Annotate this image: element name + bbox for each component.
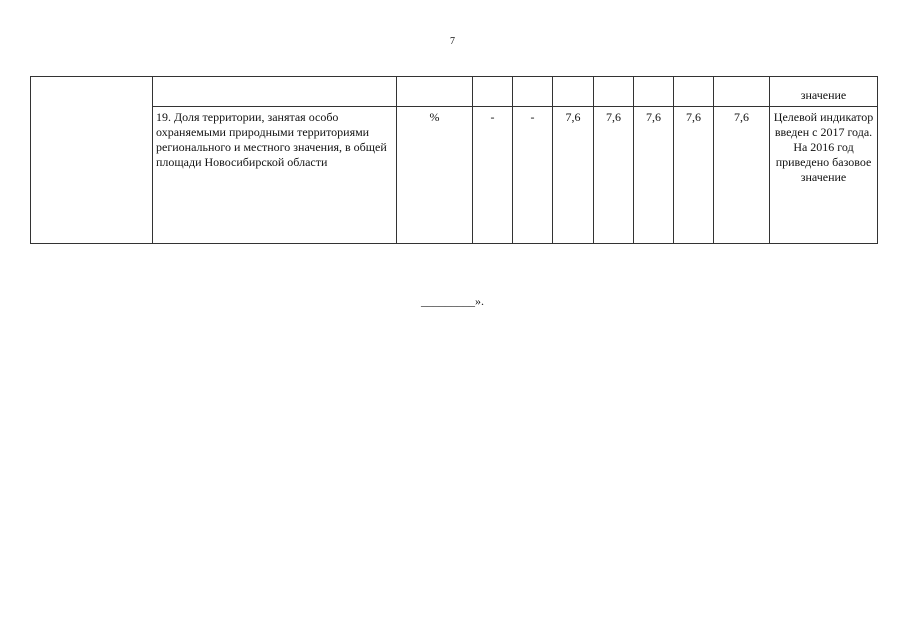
- unit-cell: %: [397, 107, 473, 244]
- indicator-name-cell: 19. Доля территории, занятая особо охраняемыми природными территориями регионального и местного значения, в общей площади Новосибирской области: [153, 107, 397, 244]
- table-row-continued: [31, 77, 878, 107]
- page-number: 7: [450, 36, 455, 47]
- value-cell: 7,6: [594, 107, 634, 244]
- value-cell: -: [473, 107, 513, 244]
- value-cell: 7,6: [714, 107, 770, 244]
- indicator-name-cell: [153, 77, 397, 107]
- value-cell: [473, 77, 513, 107]
- value-cell: [634, 77, 674, 107]
- indicators-table: [30, 76, 878, 244]
- table-row: [31, 107, 878, 244]
- value-cell: [553, 77, 594, 107]
- value-cell: [674, 77, 714, 107]
- value-cell: 7,6: [634, 107, 674, 244]
- value-cell: [714, 77, 770, 107]
- note-cell: значение: [770, 77, 878, 107]
- closing-line: _________».: [421, 294, 484, 308]
- section-cell: [31, 77, 153, 244]
- value-cell: 7,6: [674, 107, 714, 244]
- note-cell: Целевой индикатор введен с 2017 года. На 2016 год приведено базовое значение: [770, 107, 878, 244]
- unit-cell: [397, 77, 473, 107]
- value-cell: 7,6: [553, 107, 594, 244]
- value-cell: -: [513, 107, 553, 244]
- value-cell: [513, 77, 553, 107]
- value-cell: [594, 77, 634, 107]
